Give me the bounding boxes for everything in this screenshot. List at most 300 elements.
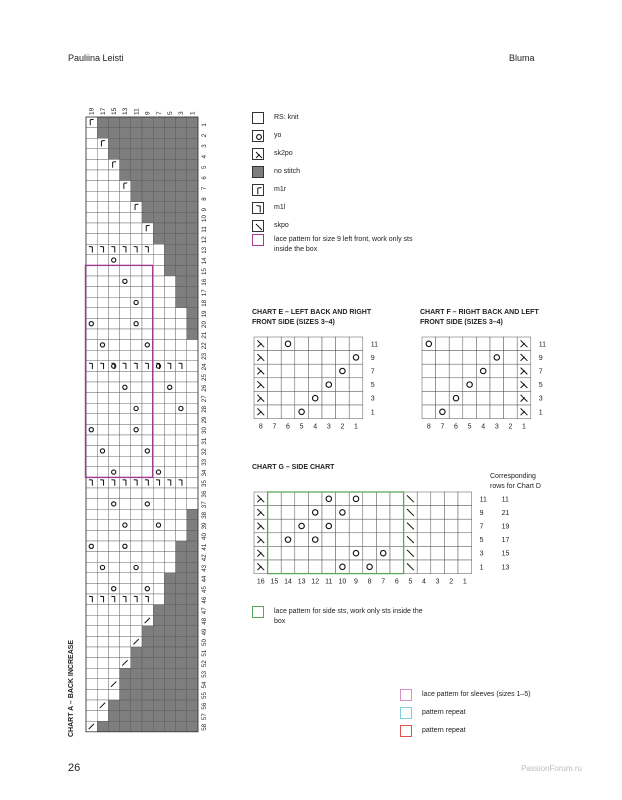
chart-f-title: [420, 308, 539, 328]
chart-a-cell: [131, 329, 142, 340]
chart-a-cell: [97, 329, 108, 340]
chart-e-title-line2: FRONT SIDE (SIZES 3–4): [252, 319, 335, 326]
chart-a-cell: [86, 509, 97, 520]
chart-a-cell: [131, 287, 142, 298]
chart-row-label: 3: [370, 395, 375, 403]
chart-cell: [322, 560, 336, 574]
chart-g: [250, 488, 520, 588]
chart-a-cell: [97, 361, 108, 372]
skpo-icon: [256, 224, 262, 230]
chart-a-row-label: 4: [201, 154, 208, 159]
chart-a-cell: [131, 276, 142, 287]
chart-a-cell: [176, 297, 187, 308]
chart-a-cell: [142, 191, 153, 202]
chart-a-cell: [176, 202, 187, 213]
chart-a-cell: [187, 679, 198, 690]
chart-a-cell: [120, 435, 131, 446]
chart-a-cell: [142, 530, 153, 541]
chart-a-cell: [120, 128, 131, 139]
chart-a-cell: [176, 287, 187, 298]
chart-a-cell: [86, 636, 97, 647]
chart-cell: [376, 492, 390, 506]
chart-a-cell: [164, 573, 175, 584]
chart-a-cell: [176, 477, 187, 488]
chart-cell: [376, 560, 390, 574]
chart-a-cell: [86, 467, 97, 478]
chart-a-cell: [86, 488, 97, 499]
chart-a-row-label: 15: [201, 268, 208, 275]
chart-row-label: 9: [370, 354, 375, 362]
chart-a-cell: [97, 467, 108, 478]
chart-a-row-label: 43: [201, 564, 208, 572]
chart-a-cell: [176, 552, 187, 563]
watermark: PassionForum.ru: [521, 764, 582, 773]
chart-cell: [268, 391, 282, 405]
chart-a-cell: [108, 721, 119, 732]
chart-row-label: 11: [479, 496, 487, 504]
chart-a-cell: [187, 658, 198, 669]
chart-a-cell: [142, 223, 153, 234]
chart-col-label: 6: [454, 423, 458, 431]
chart-a-cell: [153, 573, 164, 584]
chart-cell: [463, 337, 477, 351]
chart-a-cell: [86, 223, 97, 234]
legend-label: RS: knit: [274, 114, 299, 121]
chart-a-cell: [164, 647, 175, 658]
chart-cell: [295, 533, 309, 547]
chart-a-col-label: 17: [99, 107, 107, 115]
chart-a-cell: [131, 318, 142, 329]
chart-a-cell: [120, 329, 131, 340]
chart-a-col-label: 7: [155, 111, 163, 115]
chart-a-cell: [97, 435, 108, 446]
chart-a-cell: [176, 244, 187, 255]
chart-a-cell: [176, 318, 187, 329]
chart-a-cell: [142, 499, 153, 510]
chart-a-cell: [97, 223, 108, 234]
chart-a-cell: [86, 562, 97, 573]
chart-cell: [322, 351, 336, 365]
chart-col-label: 8: [258, 423, 263, 431]
chart-a-row-label: 23: [201, 352, 208, 360]
chart-a-cell: [142, 541, 153, 552]
chart-a-cell: [153, 117, 164, 128]
chart-a-col-label: 15: [111, 107, 118, 115]
chart-a-cell: [164, 234, 175, 245]
chart-a-cell: [131, 477, 142, 488]
chart-a-row-label: 56: [201, 702, 208, 710]
chart-cell: [336, 560, 350, 574]
chart-a-cell: [153, 276, 164, 287]
chart-a-cell: [108, 350, 119, 361]
chart-a-cell: [97, 393, 108, 404]
chart-a-cell: [108, 117, 119, 128]
chart-a-cell: [86, 689, 97, 700]
chart-a-cell: [176, 393, 187, 404]
chart-cell: [490, 391, 504, 405]
chart-a-cell: [142, 647, 153, 658]
chart-g-title: CHART G – SIDE CHART: [252, 464, 335, 471]
chart-a-cell: [131, 509, 142, 520]
chart-a-cell: [108, 234, 119, 245]
chart-cell: [476, 337, 490, 351]
chart-a-cell: [187, 308, 198, 319]
chart-row-label: 3: [538, 395, 543, 403]
chart-col-label: 5: [408, 578, 413, 586]
chart-a-cell: [120, 117, 131, 128]
chart-a-cell: [176, 499, 187, 510]
nostitch-icon: [252, 166, 264, 178]
chart-a-cell: [120, 520, 131, 531]
legend-label: no stitch: [274, 168, 301, 175]
chart-a-cell: [97, 711, 108, 722]
chart-col-label: 7: [272, 423, 277, 431]
chart-a-cell: [97, 541, 108, 552]
chart-a-col-label: 9: [144, 111, 152, 115]
chart-a-cell: [153, 297, 164, 308]
chart-a-cell: [120, 509, 131, 520]
chart-a-cell: [108, 467, 119, 478]
chart-a-cell: [153, 170, 164, 181]
chart-cell: [417, 506, 431, 520]
chart-a-cell: [108, 393, 119, 404]
chart-a-cell: [164, 509, 175, 520]
chart-a-row-label: 10: [201, 215, 208, 222]
chart-a-cell: [153, 149, 164, 160]
chart-cell: [376, 519, 390, 533]
chart-a-cell: [108, 340, 119, 351]
box-icon: [252, 234, 264, 246]
chart-a-cell: [86, 265, 97, 276]
chart-a-cell: [108, 191, 119, 202]
chart-a-cell: [153, 191, 164, 202]
chart-a-cell: [108, 212, 119, 223]
chart-a-cell: [97, 658, 108, 669]
chart-a-cell: [153, 350, 164, 361]
chart-a-cell: [86, 679, 97, 690]
chart-a-cell: [176, 562, 187, 573]
chart-a-cell: [142, 159, 153, 170]
chart-a-row-label: 44: [201, 575, 208, 583]
chart-row-label: 7: [370, 368, 375, 376]
chart-a-cell: [131, 403, 142, 414]
chart-cell: [504, 391, 518, 405]
chart-a-cell: [164, 255, 175, 266]
chart-a-cell: [153, 658, 164, 669]
chart-a-cell: [187, 446, 198, 457]
chart-a-row-label: 52: [201, 660, 208, 668]
chart-a-cell: [120, 393, 131, 404]
chart-a-cell: [108, 265, 119, 276]
chart-col-label: 1: [522, 423, 526, 431]
chart-a-cell: [164, 499, 175, 510]
chart-a-cell: [97, 636, 108, 647]
chart-a-cell: [153, 159, 164, 170]
chart-a-cell: [187, 191, 198, 202]
chart-a-cell: [187, 244, 198, 255]
chart-a-cell: [187, 488, 198, 499]
chart-a-cell: [142, 435, 153, 446]
chart-a-cell: [164, 212, 175, 223]
chart-a-cell: [164, 361, 175, 372]
chart-a-cell: [131, 181, 142, 192]
chart-a-cell: [187, 647, 198, 658]
chart-a-cell: [176, 647, 187, 658]
chart-a-cell: [176, 583, 187, 594]
chart-a-cell: [142, 287, 153, 298]
chart-a-cell: [153, 636, 164, 647]
chart-a-cell: [153, 626, 164, 637]
chart-a-cell: [108, 477, 119, 488]
chart-cell: [336, 364, 350, 378]
chart-a-cell: [108, 181, 119, 192]
chart-a-cell: [142, 212, 153, 223]
chart-a-cell: [176, 700, 187, 711]
chart-a-cell: [120, 424, 131, 435]
chart-a-cell: [187, 605, 198, 616]
chart-a-cell: [153, 435, 164, 446]
chart-cell: [449, 364, 463, 378]
chart-a-cell: [97, 234, 108, 245]
chart-a-cell: [164, 181, 175, 192]
chart-a-cell: [164, 138, 175, 149]
chart-a-cell: [97, 191, 108, 202]
chart-cell: [349, 364, 363, 378]
chart-a-cell: [164, 488, 175, 499]
chart-a-cell: [120, 647, 131, 658]
chart-a-cell: [131, 255, 142, 266]
chart-row-label: 9: [479, 509, 484, 517]
chart-cell: [363, 533, 377, 547]
chart-a-cell: [153, 255, 164, 266]
chart-a-cell: [97, 244, 108, 255]
chart-a-cell: [187, 255, 198, 266]
chart-a-cell: [153, 223, 164, 234]
chart-a-cell: [97, 679, 108, 690]
chart-a-row-label: 13: [201, 246, 208, 254]
chart-a-cell: [176, 340, 187, 351]
chart-a-cell: [164, 403, 175, 414]
chart-cell: [336, 351, 350, 365]
chart-cell: [349, 506, 363, 520]
chart-a-cell: [108, 594, 119, 605]
chart-a-cell: [153, 414, 164, 425]
chart-cell: [463, 391, 477, 405]
chart-cell: [390, 533, 404, 547]
chart-cell: [268, 560, 282, 574]
yo-icon: [252, 130, 264, 142]
chart-a-cell: [142, 276, 153, 287]
chart-a-row-label: 37: [201, 501, 208, 509]
chart-a-cell: [97, 446, 108, 457]
chart-cell: [490, 378, 504, 392]
chart-a-cell: [97, 318, 108, 329]
chart-a-cell: [153, 541, 164, 552]
chart-a-cell: [120, 340, 131, 351]
chart-a-cell: [86, 658, 97, 669]
chart-a-cell: [164, 350, 175, 361]
chart-a-cell: [164, 414, 175, 425]
chart-cell: [449, 351, 463, 365]
chart-a-row-label: 11: [201, 226, 208, 233]
chart-cell: [363, 546, 377, 560]
chart-a-cell: [153, 382, 164, 393]
chart-a-cell: [120, 679, 131, 690]
chart-a-cell: [187, 435, 198, 446]
chart-a-cell: [164, 583, 175, 594]
chart-a-cell: [142, 350, 153, 361]
chart-a-cell: [153, 446, 164, 457]
chart-a-row-label: 54: [201, 681, 208, 689]
chart-cell: [281, 533, 295, 547]
chart-a-cell: [120, 181, 131, 192]
chart-a-cell: [97, 350, 108, 361]
chart-a-cell: [97, 583, 108, 594]
chart-cell: [390, 519, 404, 533]
chart-cell: [336, 405, 350, 419]
chart-a-cell: [108, 658, 119, 669]
chart-a-cell: [187, 499, 198, 510]
chart-a-row-label: 22: [201, 342, 208, 350]
chart-a-cell: [142, 424, 153, 435]
chart-a-cell: [164, 594, 175, 605]
chart-a-cell: [153, 424, 164, 435]
chart-a-cell: [164, 202, 175, 213]
chart-a-cell: [108, 605, 119, 616]
chart-f-title-line1: CHART F – RIGHT BACK AND LEFT: [420, 309, 539, 316]
chart-cell: [376, 506, 390, 520]
chart-a-cell: [120, 318, 131, 329]
chart-a-cell: [120, 234, 131, 245]
chart-a-cell: [108, 435, 119, 446]
chart-cell: [349, 533, 363, 547]
chart-a-col-label: 3: [178, 111, 186, 115]
chart-a-cell: [86, 371, 97, 382]
chart-e: [250, 333, 379, 433]
chart-a-row-label: 36: [201, 490, 208, 498]
chart-cell: [476, 405, 490, 419]
chart-cell: [295, 391, 309, 405]
chart-a-cell: [176, 117, 187, 128]
chart-a-cell: [176, 509, 187, 520]
chart-a-cell: [120, 562, 131, 573]
chart-a-cell: [187, 721, 198, 732]
chart-a-cell: [187, 318, 198, 329]
chart-a-col-label: 5: [167, 111, 174, 115]
chart-cell: [281, 506, 295, 520]
chart-a-cell: [142, 393, 153, 404]
chart-a-cell: [131, 700, 142, 711]
chart-f-title-line2: FRONT SIDE (SIZES 3–4): [420, 319, 503, 326]
chart-a-cell: [142, 488, 153, 499]
chart-cell: [322, 519, 336, 533]
chart-a-cell: [153, 181, 164, 192]
chart-a-cell: [142, 308, 153, 319]
chart-a-cell: [164, 191, 175, 202]
chart-a-cell: [97, 181, 108, 192]
chart-a-cell: [176, 541, 187, 552]
chart-a-cell: [131, 212, 142, 223]
chart-a-cell: [164, 223, 175, 234]
chart-cell: [436, 378, 450, 392]
chart-a-cell: [131, 265, 142, 276]
chart-a-cell: [164, 477, 175, 488]
chart-a-cell: [164, 700, 175, 711]
chart-a-cell: [164, 318, 175, 329]
chart-cell: [268, 337, 282, 351]
chart-a-cell: [97, 721, 108, 732]
chart-cell: [349, 560, 363, 574]
chart-a-cell: [97, 477, 108, 488]
chart-a-cell: [153, 605, 164, 616]
chart-a-row-label: 17: [201, 289, 208, 297]
chart-a-cell: [131, 128, 142, 139]
chart-cell: [295, 405, 309, 419]
chart-cell: [431, 492, 445, 506]
chart-a-cell: [120, 159, 131, 170]
chart-a-cell: [131, 371, 142, 382]
chart-a-row-label: 3: [201, 144, 208, 148]
chart-a-cell: [187, 234, 198, 245]
chart-a-cell: [131, 605, 142, 616]
chart-cell: [458, 492, 472, 506]
chart-a-cell: [86, 530, 97, 541]
chart-a-cell: [187, 689, 198, 700]
chart-cell: [463, 364, 477, 378]
chart-a-cell: [108, 382, 119, 393]
chart-a-cell: [187, 212, 198, 223]
chart-a-cell: [120, 170, 131, 181]
chart-cell: [458, 560, 472, 574]
chart-a-cell: [142, 605, 153, 616]
chart-a-cell: [108, 403, 119, 414]
chart-a-cell: [176, 424, 187, 435]
chart-a-cell: [120, 361, 131, 372]
chart-a-cell: [97, 128, 108, 139]
chart-a-cell: [187, 329, 198, 340]
chart-a-cell: [164, 615, 175, 626]
chart-a-cell: [142, 255, 153, 266]
chart-a-cell: [108, 573, 119, 584]
chart-a-cell: [176, 711, 187, 722]
chart-a-cell: [108, 170, 119, 181]
chart-a-cell: [108, 255, 119, 266]
chart-cell: [390, 506, 404, 520]
chart-cell: [336, 492, 350, 506]
chart-a-cell: [153, 615, 164, 626]
chart-a-cell: [108, 541, 119, 552]
chart-a-cell: [176, 435, 187, 446]
chart-a-cell: [164, 265, 175, 276]
chart-a-cell: [187, 117, 198, 128]
chart-col-label: 3: [326, 423, 331, 431]
chart-a-cell: [108, 456, 119, 467]
chart-a-cell: [153, 456, 164, 467]
chart-a-cell: [142, 467, 153, 478]
chart-a-row-label: 57: [201, 713, 208, 721]
chart-a-cell: [131, 446, 142, 457]
chart-a-cell: [164, 562, 175, 573]
chart-a-row-label: 20: [201, 321, 208, 328]
chart-a-cell: [142, 520, 153, 531]
chart-a-cell: [120, 583, 131, 594]
chart-a-row-label: 16: [201, 278, 208, 286]
chart-col-label: 4: [481, 423, 486, 431]
chart-cell: [322, 506, 336, 520]
chart-a-cell: [164, 308, 175, 319]
chart-a-row-label: 39: [201, 522, 208, 530]
chart-a-cell: [108, 689, 119, 700]
